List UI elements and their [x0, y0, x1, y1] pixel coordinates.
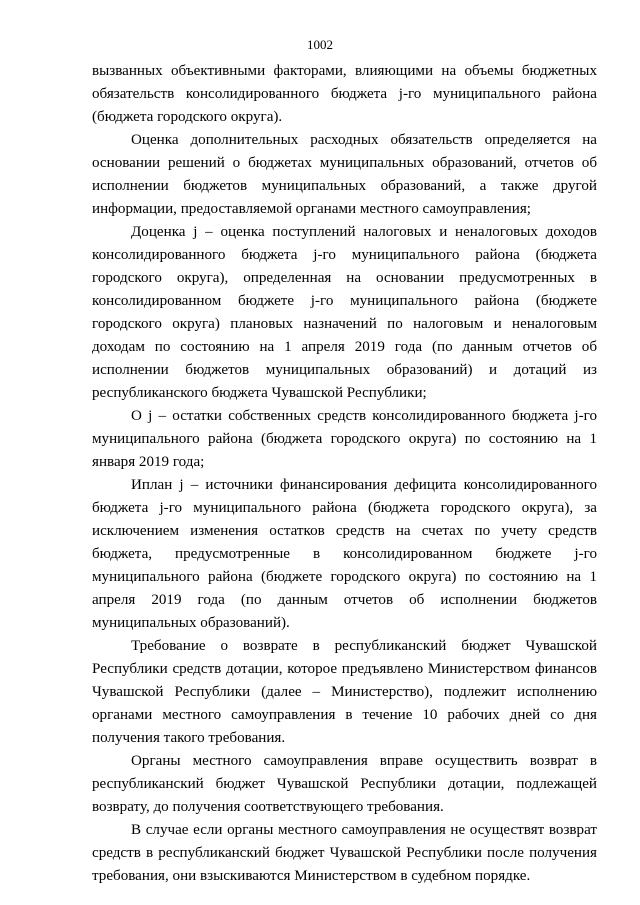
paragraph-refund-requirement: Требование о возврате в республиканский бюджет Чувашской Республики средств дотации, которое предъявлено Министерством финансов Чувашской Республики (далее – Министерство), подлежит исполнению органами местного самоуправления в течение 10 рабочих дней со дня получения такого требования. [92, 638, 597, 746]
paragraph-court-recovery: В случае если органы местного самоуправления не осуществят возврат средств в республиканский бюджет Чувашской Республики после получения требования, они взыскиваются Министерством в судебном порядке. [92, 822, 597, 884]
paragraph-continuation: вызванных объективными факторами, влияющими на объемы бюджетных обязательств консолидированного бюджета j-го муниципального района (бюджета городского округа). [92, 63, 597, 125]
document-body [92, 60, 597, 888]
paragraph-voluntary-refund: Органы местного самоуправления вправе осуществить возврат в республиканский бюджет Чувашской Республики дотации, подлежащей возврату, до получения соответствующего требования. [92, 753, 597, 815]
paragraph-balances: О j – остатки собственных средств консолидированного бюджета j-го муниципального района (бюджета городского округа) по состоянию на 1 января 2019 года; [92, 408, 597, 470]
paragraph-additional-obligations: Оценка дополнительных расходных обязательств определяется на основании решений о бюджетах муниципальных образований, отчетов об исполнении бюджетов муниципальных образований, а также другой информации, предоставляемой органами местного самоуправления; [92, 132, 597, 217]
paragraph-financing-sources: Иплан j – источники финансирования дефицита консолидированного бюджета j-го муниципального района (бюджета городского округа), за исключением изменения остатков средств на счетах по учету средств бюджета, предусмотренные в консолидированном бюджете j-го муниципального района (бюджете городского округа) по состоянию на 1 апреля 2019 года (по данным отчетов об исполнении бюджетов муниципальных образований). [92, 477, 597, 631]
page-number: 1002 [307, 37, 333, 52]
paragraph-revenue-estimate: Доценка j – оценка поступлений налоговых и неналоговых доходов консолидированного бюджета j-го муниципального района (бюджета городского округа), определенная на основании предусмотренных в консолидированном бюджете j-го муниципального района (бюджете городского округа) плановых назначений по налоговым и неналоговым доходам по состоянию на 1 апреля 2019 года (по данным отчетов об исполнении бюджетов муниципальных образований) и дотаций из республиканского бюджета Чувашской Республики; [92, 224, 597, 401]
